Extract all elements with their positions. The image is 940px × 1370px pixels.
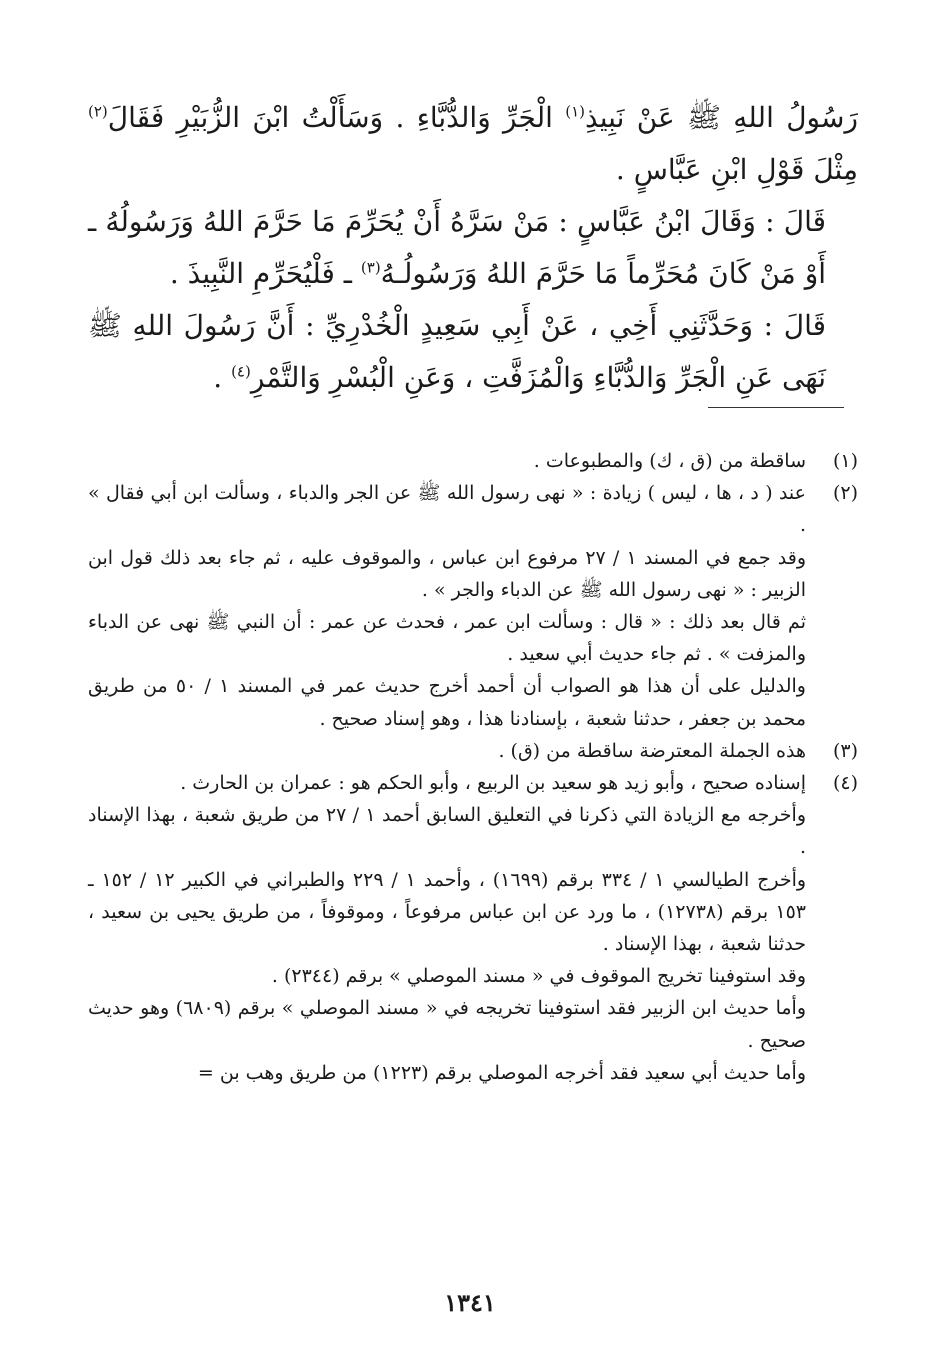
footnote-paragraph: وأخرج الطيالسي ١ / ٣٣٤ برقم (١٦٩٩) ، وأحمد ١ / ٢٢٩ والطبراني في الكبير ١٢ / ١٥٢ ـ ١٥٣ برقم (١٢٧٣٨) ، ما ورد عن ابن عباس مرفوعاً ، وموقوفاً ، من طريق يحيى بن سعيد ، حدثنا شعبة ، بهذا الإسناد . [88, 868, 807, 956]
footnote-separator [708, 407, 844, 408]
footnote-paragraph: وقد استوفينا تخريج الموقوف في « مسند الموصلي » برقم (٢٣٤٤) . [271, 965, 806, 988]
footnote-paragraph: ثم قال بعد ذلك : « قال : وسألت ابن عمر ، فحدث عن عمر : أن النبي ﷺ نهى عن الدباء والمزفت » . ثم جاء حديث أبي سعيد . [88, 611, 806, 666]
footnotes [88, 445, 858, 1089]
text-segment: ـ فَلْيُحَرِّمِ النَّبِيذَ . [169, 257, 361, 290]
hadith-text [88, 92, 858, 404]
footnote [88, 767, 858, 1089]
footnote-number: (١) [832, 450, 858, 472]
text-segment: رَسُولُ اللهِ ﷺ عَنْ نَبِيذِ [585, 101, 859, 134]
footnote-number: (٢) [832, 482, 858, 505]
footnote [88, 735, 858, 767]
text-segment: . [213, 361, 232, 394]
footnote-paragraph: وأما حديث أبي سعيد فقد أخرجه الموصلي برقم (١٢٢٣) من طريق وهب بن = [197, 1061, 806, 1084]
footnote-paragraph: والدليل على أن هذا هو الصواب أن أحمد أخرج حديث عمر في المسند ١ / ٥٠ من طريق محمد بن جعفر ، حدثنا شعبة ، بإسنادنا هذا ، وهو إسناد صحيح . [88, 675, 806, 730]
footnote-marker: (١) [565, 102, 586, 121]
text-segment: قَالَ : وَقَالَ ابْنُ عَبَّاسٍ : مَنْ سَرَّهُ أَنْ يُحَرِّمَ مَا حَرَّمَ اللهُ وَرَسُولُهُ ـ أَوْ مَنْ كَانَ مُحَرِّماً مَا حَرَّمَ اللهُ وَرَسُولُـهُ [88, 205, 826, 290]
text-segment: مِثْلَ قَوْلِ ابْنِ عَبَّاسٍ . [615, 153, 858, 186]
page-number: ١٣٤١ [444, 1288, 496, 1317]
footnote-paragraph: إسناده صحيح ، وأبو زيد هو سعيد بن الربيع ، وأبو الحكم هو : عمران بن الحارث . [180, 772, 806, 795]
footnote-number: (٤) [832, 772, 858, 795]
footnote-paragraph: وأما حديث ابن الزبير فقد استوفينا تخريجه في « مسند الموصلي » برقم (٦٨٠٩) وهو حديث صحيح . [88, 997, 806, 1052]
main-paragraph [88, 92, 858, 196]
footnote-marker: (٤) [231, 362, 251, 381]
main-paragraph [88, 196, 858, 300]
text-segment: الْجَرِّ وَالدُّبَّاءِ . وَسَأَلْتُ ابْنَ الزُّبَيْرِ فَقَالَ [107, 101, 566, 134]
footnote-paragraph: ساقطة من (ق ، ك) والمطبوعات . [533, 450, 806, 472]
footnote-paragraph: وقد جمع في المسند ١ / ٢٧ مرفوع ابن عباس ، والموقوف عليه ، ثم جاء بعد ذلك قول ابن الزبير : « نهى رسول الله ﷺ عن الدباء والجر » . [88, 546, 807, 601]
footnote-paragraph: وأخرجه مع الزيادة التي ذكرنا في التعليق السابق أحمد ١ / ٢٧ من طريق شعبة ، بهذا الإسناد . [88, 804, 806, 859]
text-segment: قَالَ : وَحَدَّثَنِي أَخِي ، عَنْ أَبِي سَعِيدٍ الْخُدْرِيِّ : أَنَّ رَسُولَ اللهِ ﷺ نَهَى عَنِ الْجَرِّ وَالدُّبَّاءِ وَالْمُزَفَّتِ ، وَعَنِ الْبُسْرِ وَالتَّمْرِ [88, 309, 826, 394]
footnote-marker: (٣) [360, 258, 381, 277]
footnote-marker: (٢) [88, 102, 108, 121]
footnote-paragraph: هذه الجملة المعترضة ساقطة من (ق) . [498, 739, 806, 762]
footnote [88, 477, 858, 735]
main-paragraph [88, 300, 858, 404]
footnote [88, 445, 858, 477]
footnote-number: (٣) [832, 739, 858, 762]
footnote-paragraph: عند ( د ، ها ، ليس ) زيادة : « نهى رسول الله ﷺ عن الجر والدباء ، وسألت ابن أبي فقال » . [88, 482, 806, 537]
